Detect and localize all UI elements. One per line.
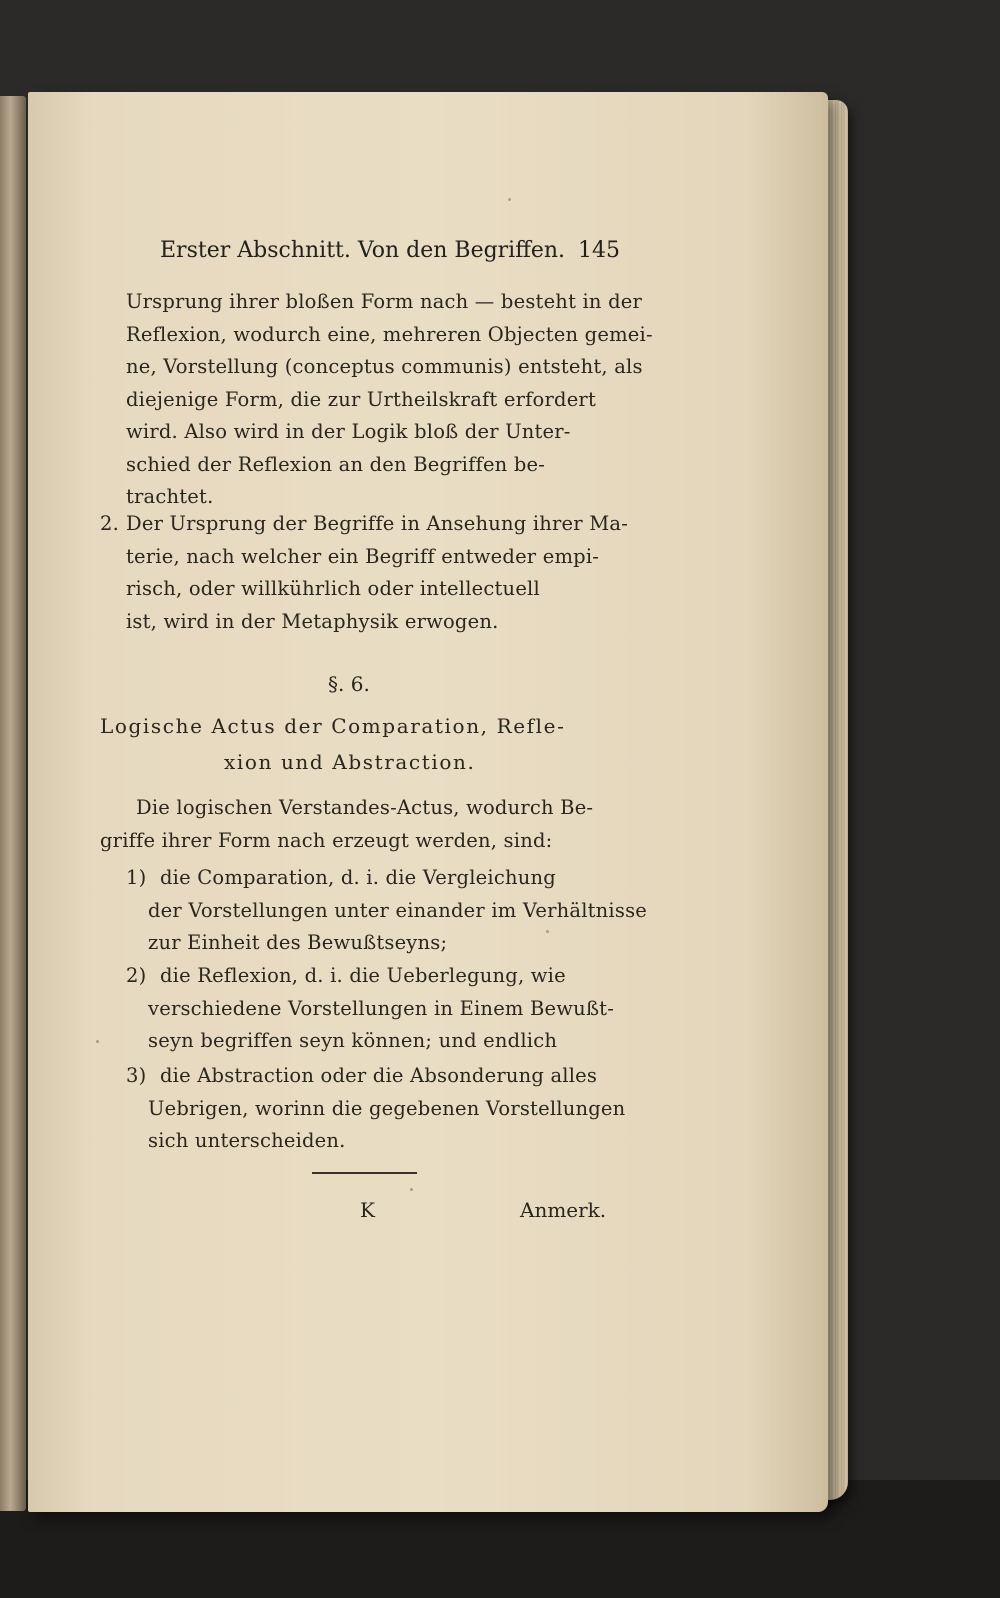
text-line: schied der Reflexion an den Begriffen be- bbox=[126, 452, 546, 476]
text-line: zur Einheit des Bewußtseyns; bbox=[148, 931, 448, 954]
text-line: Ursprung ihrer bloßen Form nach — besteht in der bbox=[126, 290, 643, 313]
intro-paragraph bbox=[100, 792, 616, 857]
text-line: die Abstraction oder die Absonderung alles bbox=[160, 1064, 598, 1087]
text-line: wird. Also wird in der Logik bloß der Unter- bbox=[126, 420, 571, 443]
list-item bbox=[148, 862, 648, 960]
text-line: Der Ursprung der Begriffe in Ansehung ihrer Ma- bbox=[126, 512, 628, 535]
page-number: 145 bbox=[578, 238, 620, 263]
section-title-line-1: Logische Actus der Comparation, Refle- bbox=[100, 714, 566, 738]
text-line: seyn begriffen seyn können; und endlich bbox=[148, 1029, 558, 1052]
paper-speck bbox=[508, 198, 511, 201]
item-number: 2) bbox=[126, 964, 147, 987]
text-line: die Comparation, d. i. die Vergleichung bbox=[160, 866, 556, 889]
text-line: Die logischen Verstandes-Actus, wodurch Be- bbox=[136, 796, 594, 819]
signature-mark: K bbox=[360, 1198, 375, 1222]
catchword: Anmerk. bbox=[520, 1198, 607, 1222]
section-title-line-2: xion und Abstraction. bbox=[224, 750, 476, 774]
facing-page-edge bbox=[0, 96, 26, 1511]
text-line: verschiedene Vorstellungen in Einem Bewußt- bbox=[148, 996, 614, 1020]
running-header bbox=[160, 238, 620, 278]
text-line: griffe ihrer Form nach erzeugt werden, sind: bbox=[100, 828, 553, 852]
section-mark: §. 6. bbox=[328, 672, 370, 696]
text-line: die Reflexion, d. i. die Ueberlegung, wie bbox=[160, 964, 566, 987]
paragraph-1 bbox=[126, 286, 653, 514]
text-line: diejenige Form, die zur Urtheilskraft erfordert bbox=[126, 387, 596, 411]
list-item bbox=[148, 1060, 626, 1158]
list-number: 2. bbox=[100, 512, 120, 535]
paper-speck bbox=[410, 1188, 413, 1191]
text-line: sich unterscheiden. bbox=[148, 1129, 346, 1152]
text-line: Uebrigen, worinn die gegebenen Vorstellungen bbox=[148, 1096, 626, 1120]
section-rule bbox=[312, 1172, 417, 1174]
paragraph-2 bbox=[126, 508, 628, 638]
text-line: ne, Vorstellung (conceptus communis) entsteht, als bbox=[126, 355, 643, 378]
text-line: der Vorstellungen unter einander im Verhältnisse bbox=[148, 898, 648, 922]
text-line: Reflexion, wodurch eine, mehreren Objecten gemei- bbox=[126, 322, 653, 346]
text-line: ist, wird in der Metaphysik erwogen. bbox=[126, 609, 499, 633]
text-line: terie, nach welcher ein Begriff entweder empi- bbox=[126, 544, 600, 568]
item-number: 3) bbox=[126, 1064, 147, 1087]
item-number: 1) bbox=[126, 866, 147, 889]
text-line: risch, oder willkührlich oder intellectuell bbox=[126, 577, 540, 600]
text-line: trachtet. bbox=[126, 485, 214, 508]
paper-speck bbox=[546, 930, 549, 933]
list-item bbox=[148, 960, 616, 1058]
paper-speck bbox=[96, 1040, 99, 1043]
running-title: Erster Abschnitt. Von den Begriffen. bbox=[160, 238, 566, 263]
